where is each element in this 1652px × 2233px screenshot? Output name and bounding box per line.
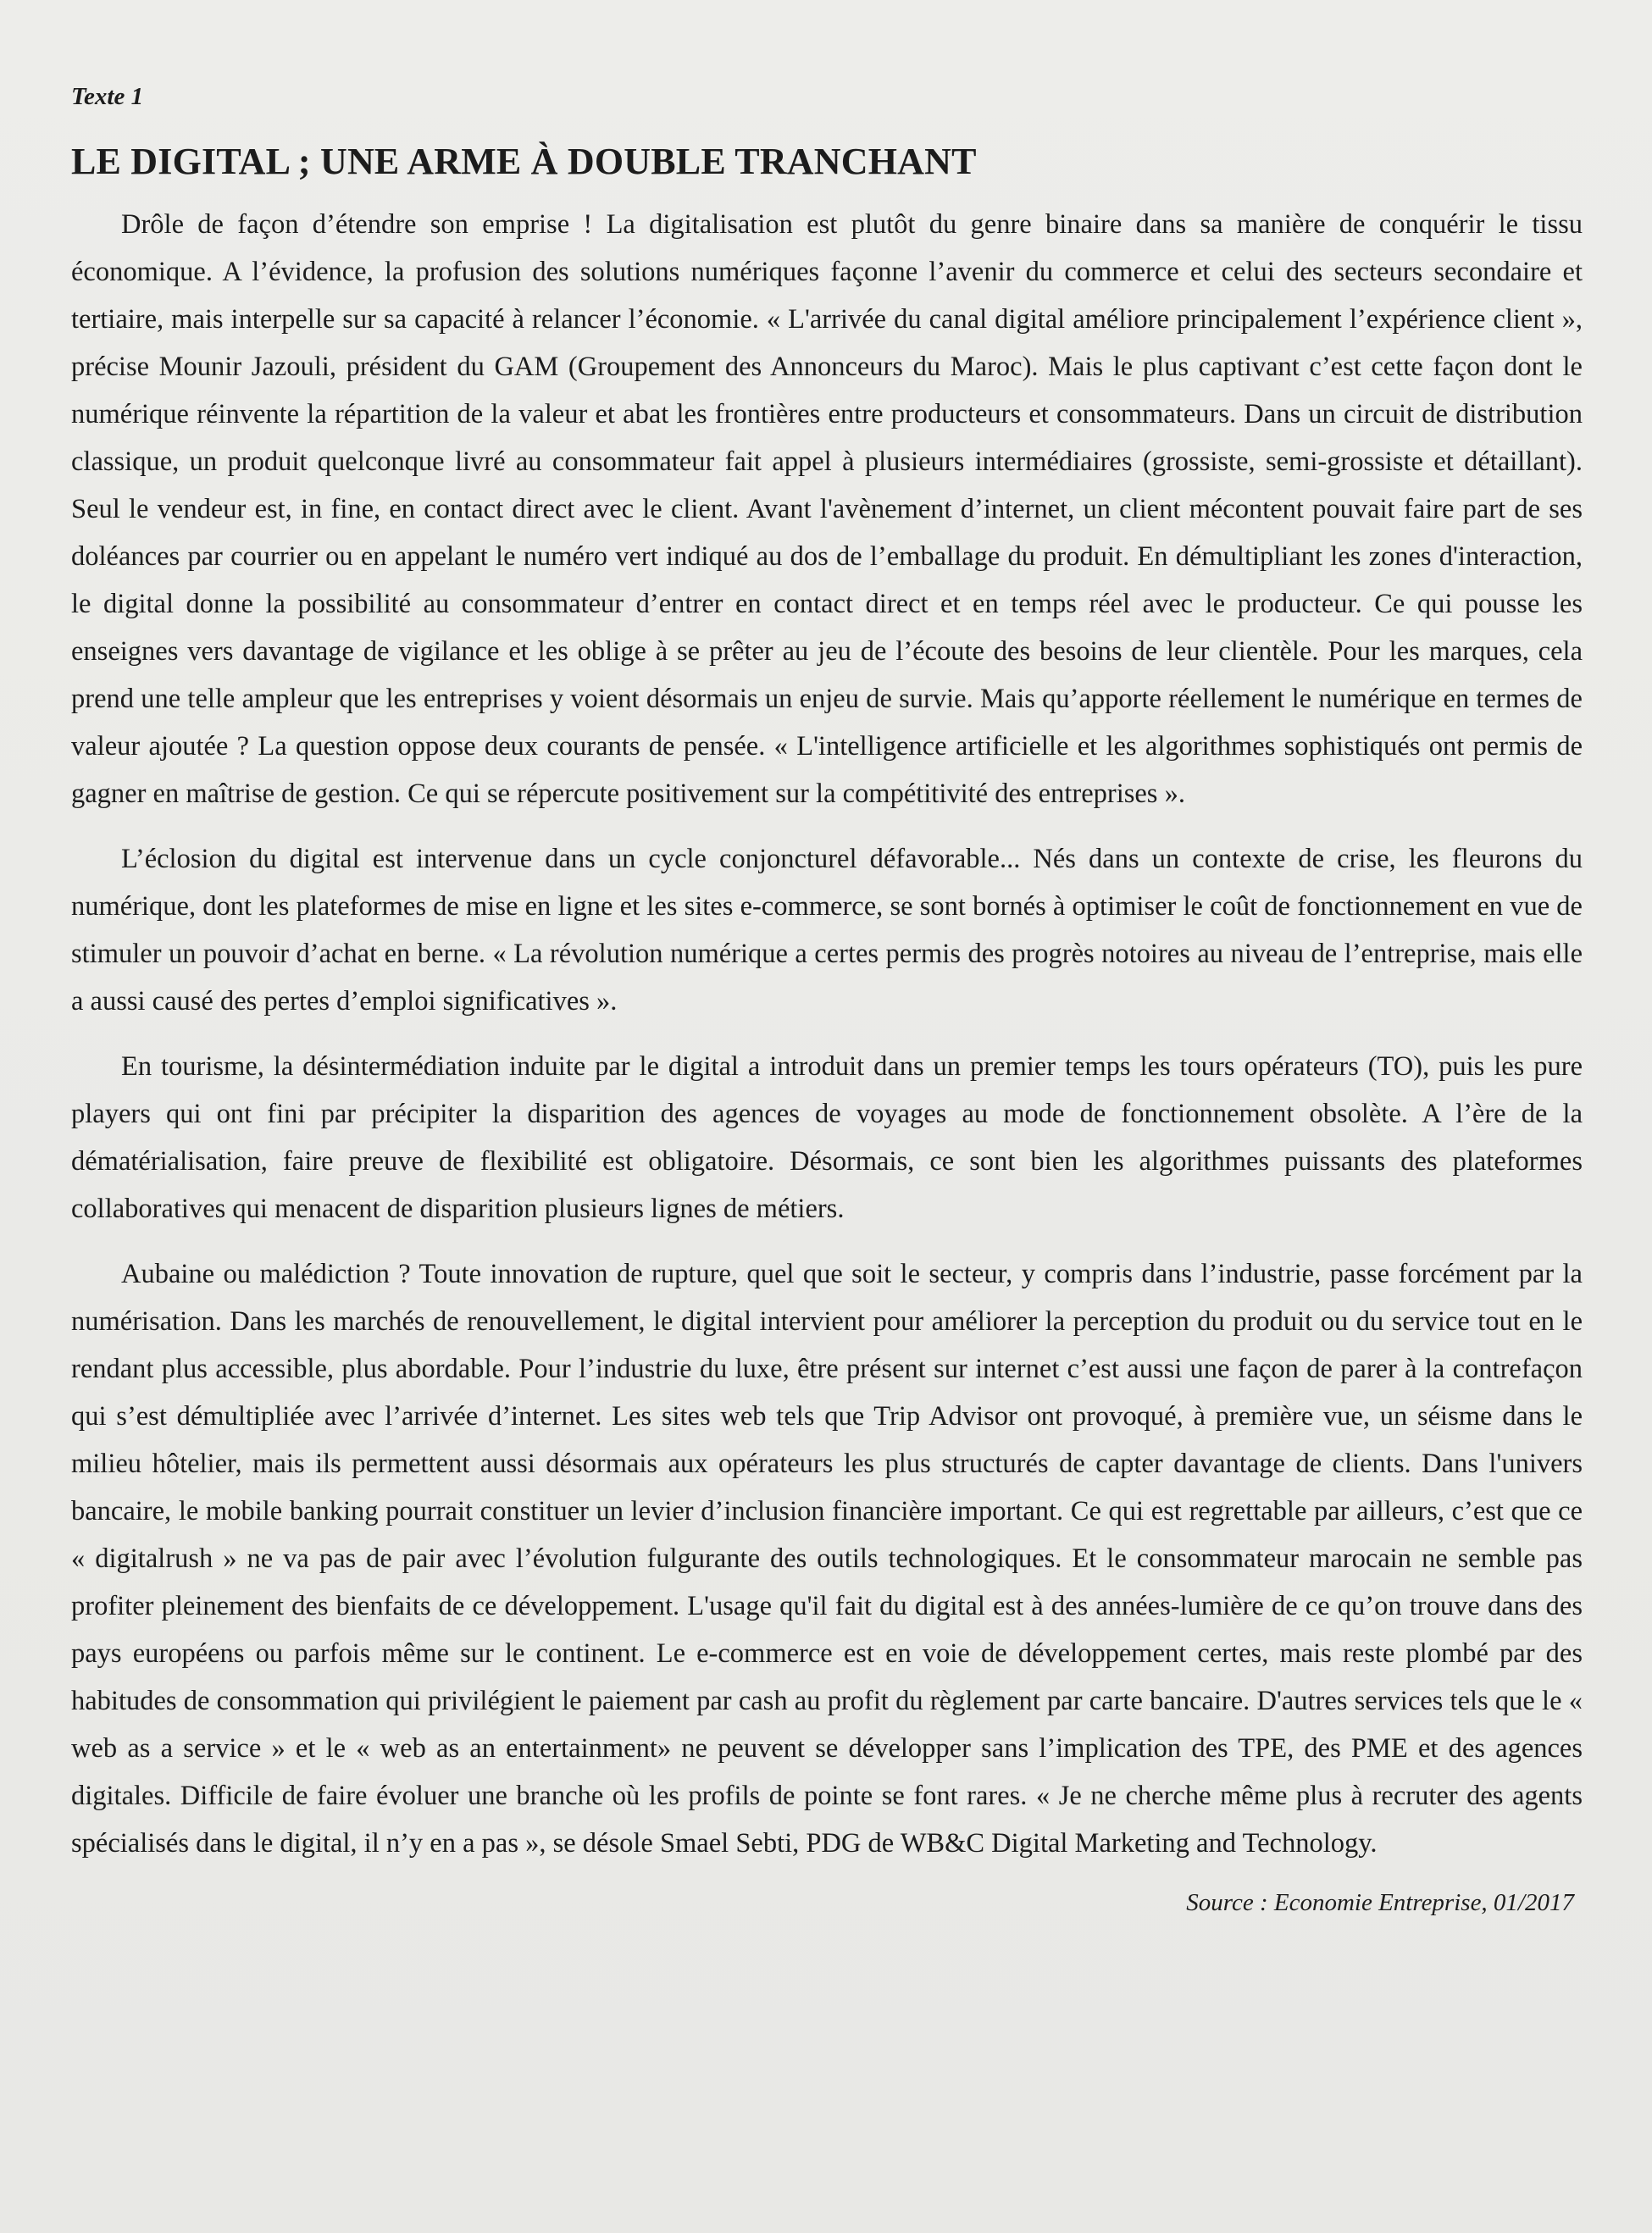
paragraph-4: Aubaine ou malédiction ? Toute innovation de rupture, quel que soit le secteur, y compris dans l’industrie, passe forcément par la numérisation. Dans les marchés de renouvellement, le digital intervient pour améliorer la perception du produit ou du service tout en le rendant plus accessible, plus abordable. Pour l’industrie du luxe, être présent sur internet c’est aussi une façon de parer à la contrefaçon qui s’est démultipliée avec l’arrivée d’internet. Les sites web tels que Trip Advisor ont provoqué, à première vue, un séisme dans le milieu hôtelier, mais ils permettent aussi désormais aux opérateurs les plus structurés de capter davantage de clients. Dans l'univers bancaire, le mobile banking pourrait constituer un levier d’inclusion financière important. Ce qui est regrettable par ailleurs, c’est que ce « digitalrush » ne va pas de pair avec l’évolution fulgurante des outils technologiques. Et le consommateur marocain ne semble pas profiter pleinement des bienfaits de ce développement. L'usage qu'il fait du digital est à des années-lumière de ce qu’on trouve dans des pays européens ou parfois même sur le continent. Le e-commerce est en voie de développement certes, mais reste plombé par des habitudes de consommation qui privilégient le paiement par cash au profit du règlement par carte bancaire. D'autres services tels que le « web as a service » et le « web as an entertainment» ne peuvent se développer sans l’implication des TPE, des PME et des agences digitales. Difficile de faire évoluer une branche où les profils de pointe se font rares. « Je ne cherche même plus à recruter des agents spécialisés dans le digital, il n’y en a pas », se désole Smael Sebti, PDG de WB&C Digital Marketing and Technology.: [71, 1259, 1583, 1859]
article-title: LE DIGITAL ; UNE ARME À DOUBLE TRANCHANT: [71, 141, 977, 182]
paragraph-1: Drôle de façon d’étendre son emprise ! La digitalisation est plutôt du genre binaire dans sa manière de conquérir le tissu économique. A l’évidence, la profusion des solutions numériques façonne l’avenir du commerce et celui des secteurs secondaire et tertiaire, mais interpelle sur sa capacité à relancer l’économie. « L'arrivée du canal digital améliore principalement l’expérience client », précise Mounir Jazouli, président du GAM (Groupement des Annonceurs du Maroc). Mais le plus captivant c’est cette façon dont le numérique réinvente la répartition de la valeur et abat les frontières entre producteurs et consommateurs. Dans un circuit de distribution classique, un produit quelconque livré au consommateur fait appel à plusieurs intermédiaires (grossiste, semi-grossiste et détaillant). Seul le vendeur est, in fine, en contact direct avec le client. Avant l'avènement d’internet, un client mécontent pouvait faire part de ses doléances par courrier ou en appelant le numéro vert indiqué au dos de l’emballage du produit. En démultipliant les zones d'interaction, le digital donne la possibilité au consommateur d’entrer en contact direct et en temps réel avec le producteur. Ce qui pousse les enseignes vers davantage de vigilance et les oblige à se prêter au jeu de l’écoute des besoins de leur clientèle. Pour les marques, cela prend une telle ampleur que les entreprises y voient désormais un enjeu de survie. Mais qu’apporte réellement le numérique en termes de valeur ajoutée ? La question oppose deux courants de pensée. « L'intelligence artificielle et les algorithmes sophistiqués ont permis de gagner en maîtrise de gestion. Ce qui se répercute positivement sur la compétitivité des entreprises ».: [71, 209, 1583, 809]
paragraph-3: En tourisme, la désintermédiation induite par le digital a introduit dans un premier temps les tours opérateurs (TO), puis les pure players qui ont fini par précipiter la disparition des agences de voyages au mode de fonctionnement obsolète. A l’ère de la dématérialisation, faire preuve de flexibilité est obligatoire. Désormais, ce sont bien les algorithmes puissants des plateformes collaboratives qui menacent de disparition plusieurs lignes de métiers.: [71, 1051, 1583, 1224]
paragraph-2: L’éclosion du digital est intervenue dans un cycle conjoncturel défavorable... Nés dans un contexte de crise, les fleurons du numérique, dont les plateformes de mise en ligne et les sites e-commerce, se sont bornés à optimiser le coût de fonctionnement en vue de stimuler un pouvoir d’achat en berne. « La révolution numérique a certes permis des progrès notoires au niveau de l’entreprise, mais elle a aussi causé des pertes d’emploi significatives ».: [71, 844, 1583, 1017]
text-label: Texte 1: [71, 83, 144, 110]
source-citation: Source : Economie Entreprise, 01/2017: [1186, 1889, 1574, 1916]
